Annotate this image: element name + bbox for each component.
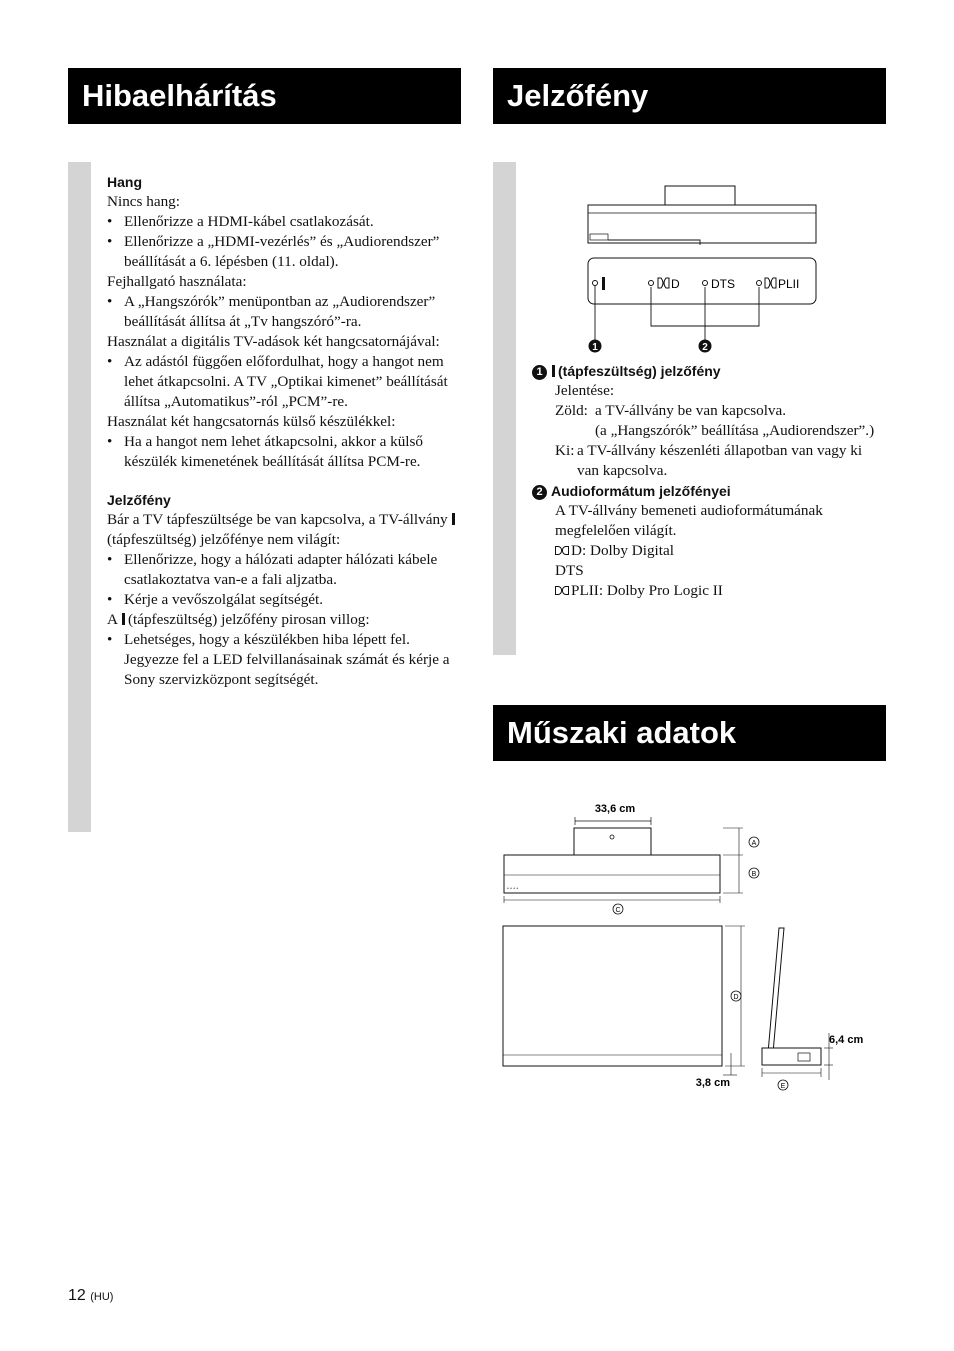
right-section-bar [493, 162, 516, 655]
left-section-bar [68, 162, 91, 832]
specs-header: Műszaki adatok [493, 705, 886, 761]
indicator-header: Jelzőfény [493, 68, 886, 124]
headphone-label: Fejhallgató használata: [107, 273, 247, 290]
green-row: Zöld: a TV-állvány be van kapcsolva. [555, 402, 787, 419]
power-icon [552, 365, 555, 377]
dolby-icon [555, 546, 569, 555]
list-item: • Ellenőrizze a HDMI-kábel csatlakozását. [107, 212, 459, 232]
indicator-problem-text: Bár a TV tápfeszültsége be van kapcsolva, a TV-állvány (tápfeszültség) jelzőfénye nem világít: [107, 510, 459, 550]
list-item: • Ellenőrizze, hogy a hálózati adapter hálózati kábele csatlakoztatva van-e a fali aljzatba. [107, 550, 459, 590]
dim-e-label: E [780, 1083, 786, 1090]
off-row: Ki: a TV-állvány készenléti állapotban van vagy ki van kapcsolva. [555, 442, 863, 479]
dolby-digital-line: D: Dolby Digital [555, 541, 886, 561]
dts-label: DTS [711, 277, 735, 291]
svg-text:• • • •: • • • • [507, 886, 519, 892]
blinking-text: A (tápfeszültség) jelzőfény pirosan villog: [107, 611, 370, 628]
indicator-descriptions [532, 361, 886, 601]
page-footer [68, 1287, 113, 1305]
height-side-label: 6,4 cm [829, 1034, 864, 1046]
list-item: • Az adástól függően előfordulhat, hogy a hangot nem lehet átkapcsolni. A TV „Optikai kimenet” beállítását állítsa „Automatikus”-ról „PCM”-re. [107, 352, 459, 412]
dolby-d-label: D [671, 277, 680, 291]
external-device-label: Használat két hangcsatornás külső készülékkel: [107, 413, 396, 430]
dim-b-label: B [751, 871, 757, 878]
list-item: • Ellenőrizze a „HDMI-vezérlés” és „Audiorendszer” beállítását a 6. lépésben (11. oldal). [107, 232, 459, 272]
language-code: (HU) [90, 1291, 114, 1303]
no-sound-label: Nincs hang: [107, 193, 180, 210]
dimensions-diagram [495, 795, 875, 1100]
sound-heading: Hang [107, 174, 142, 190]
power-icon [122, 613, 125, 625]
list-item: • A „Hangszórók” menüpontban az „Audiorendszer” beállítását állítsa át „Tv hangszóró”-ra. [107, 292, 459, 332]
dts-line: DTS [555, 562, 584, 579]
list-item: • Ha a hangot nem lehet átkapcsolni, akkor a külső készülék kimenetének beállítását állítsa PCM-re. [107, 432, 459, 472]
power-icon [602, 277, 605, 290]
top-width-label: 33,6 cm [594, 803, 636, 815]
dolby-icon [555, 586, 569, 595]
svg-text:1: 1 [592, 342, 598, 353]
page-number: 12 [68, 1287, 86, 1304]
list-item: • Lehetséges, hogy a készülékben hiba lépett fel. Jegyezze fel a LED felvillanásainak számát és kérje a Sony szervizközpont segítségét. [107, 630, 459, 690]
troubleshooting-content [107, 172, 459, 690]
troubleshooting-header: Hibaelhárítás [68, 68, 461, 124]
meaning-label: Jelentése: [555, 382, 615, 399]
indicator-heading: Jelzőfény [107, 492, 171, 508]
power-icon [452, 513, 455, 525]
list-item: • Kérje a vevőszolgálat segítségét. [107, 590, 459, 610]
dual-channel-label: Használat a digitális TV-adások két hangcsatornájával: [107, 333, 440, 350]
dim-a-label: A [751, 840, 757, 847]
item2-title: 2 Audioformátum jelzőfényei [532, 481, 886, 501]
dolby-plii-label: PLII [778, 277, 800, 291]
svg-text:2: 2 [702, 342, 708, 353]
item2-text: A TV-állvány bemeneti audioformátumának megfelelően világít. [555, 502, 823, 539]
dolby-plii-line: PLII: Dolby Pro Logic II [555, 581, 886, 601]
dim-d-label: D [733, 994, 739, 1001]
depth-front-label: 3,8 cm [695, 1077, 730, 1089]
indicator-diagram [530, 180, 830, 355]
green-note: (a „Hangszórók” beállítása „Audiorendszer”.) [595, 422, 875, 439]
item1-title: 1 (tápfeszültség) jelzőfény [532, 361, 886, 381]
dim-c-label: C [615, 907, 621, 914]
